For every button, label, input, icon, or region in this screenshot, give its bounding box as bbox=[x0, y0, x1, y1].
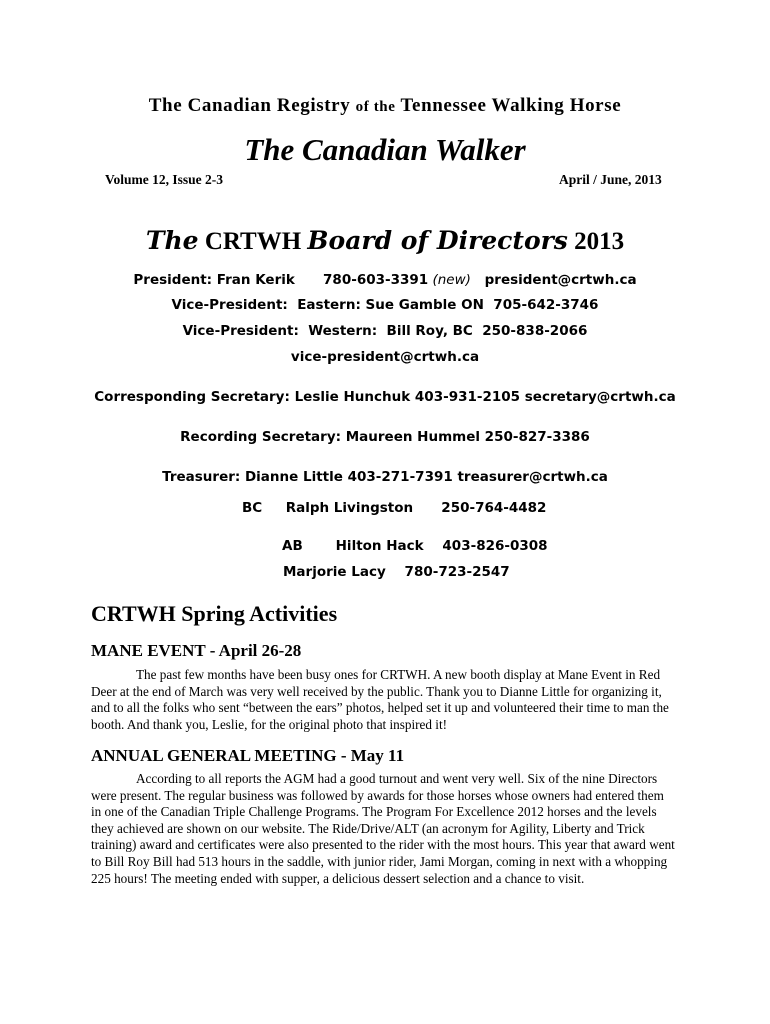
vp-eastern-line: Vice-President: Eastern: Sue Gamble ON 705-642-3746 bbox=[171, 297, 599, 313]
corresponding-secretary-line: Corresponding Secretary: Leslie Hunchuk 403-931-2105 secretary@crtwh.ca bbox=[94, 389, 676, 405]
org-name-part2: Tennessee Walking Horse bbox=[395, 95, 622, 116]
agm-heading: ANNUAL GENERAL MEETING - May 11 bbox=[91, 746, 405, 765]
agm-paragraph: According to all reports the AGM had a good turnout and went very well. Six of the nine Directors were present. The regular business was followed by awards for those horses whose owners had entered them in one of the Canadian Triple Challenge Programs. The Program For Excellence 2012 horses and the levels they achieved are shown on our website. The Ride/Drive/ALT (an acronym for Agility, Liberty and Trick training) award and certificates were also presented to the rider with the most hours. This year that award went to Bill Roy Bill had 513 hours in the saddle, with junior rider, Jami Morgan, coming in next with a whopping 225 hours! The meeting ended with supper, a delicious dessert selection and a chance to visit. bbox=[91, 771, 675, 886]
spring-activities-heading: CRTWH Spring Activities bbox=[91, 601, 338, 626]
org-name-part1: The Canadian Registry bbox=[148, 95, 356, 116]
president-note: (new) bbox=[428, 272, 476, 288]
director-ab-line2: Marjorie Lacy 780-723-2547 bbox=[283, 564, 510, 580]
recording-secretary-line: Recording Secretary: Maureen Hummel 250-827-3386 bbox=[180, 429, 590, 445]
vp-email: vice-president@crtwh.ca bbox=[290, 349, 480, 365]
board-heading bbox=[0, 226, 770, 256]
president-email: president@crtwh.ca bbox=[475, 272, 637, 288]
mane-event-paragraph: The past few months have been busy ones for CRTWH. A new booth display at Mane Event in Red Deer at the end of March was very well received by the public. Thank you to Dianne Little for organizing it, and to all the folks who sent “between the ears” photos, helped set it up and volunteered their time to man the booth. And thank you, Leslie, for the original photo that inspired it! bbox=[91, 667, 669, 732]
board-heading-year: 2013 bbox=[567, 228, 625, 255]
volume-issue: Volume 12, Issue 2-3 bbox=[105, 172, 224, 187]
issue-date: April / June, 2013 bbox=[559, 172, 662, 187]
mane-event-heading: MANE EVENT - April 26-28 bbox=[91, 641, 302, 660]
treasurer-line: Treasurer: Dianne Little 403-271-7391 treasurer@crtwh.ca bbox=[162, 469, 608, 485]
board-heading-org: CRTWH bbox=[198, 228, 308, 255]
vp-western-line: Vice-President: Western: Bill Roy, BC 250-838-2066 bbox=[182, 323, 588, 339]
newsletter-title: The Canadian Walker bbox=[244, 132, 526, 167]
board-heading-board: Board of Directors bbox=[307, 226, 568, 255]
president-line bbox=[0, 272, 770, 288]
org-name-of-the: of the bbox=[355, 99, 396, 115]
director-ab-line: AB Hilton Hack 403-826-0308 bbox=[282, 538, 548, 554]
board-heading-the: The bbox=[145, 226, 199, 255]
president-text: President: Fran Kerik 780-603-3391 bbox=[133, 272, 429, 288]
director-bc-line: BC Ralph Livingston 250-764-4482 bbox=[242, 500, 547, 516]
organization-name bbox=[0, 95, 770, 117]
